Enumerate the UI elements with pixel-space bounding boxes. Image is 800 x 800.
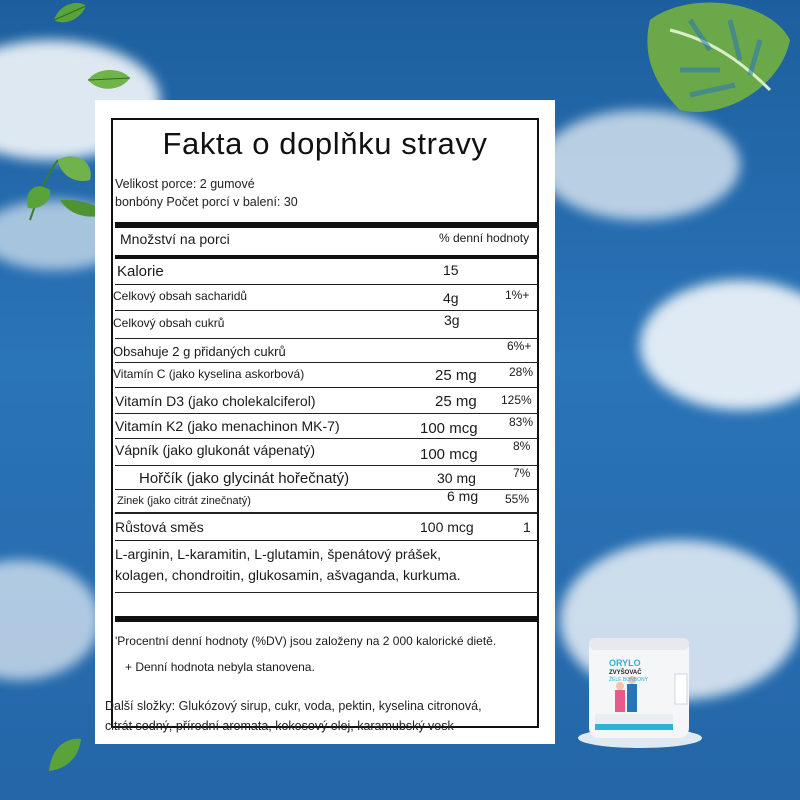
row-name: Celkový obsah cukrů (113, 316, 225, 330)
row-amount: 100 mcg (420, 519, 474, 535)
row-dv: 83% (509, 415, 534, 429)
row-name: Obsahuje 2 g přidaných cukrů (113, 344, 286, 359)
header-dv: % denní hodnoty (439, 231, 530, 245)
leaf-icon (50, 0, 90, 28)
row-amount: 100 mcg (420, 420, 478, 437)
other-ingredients-line: Další složky: Glukózový sirup, cukr, voda, pektin, kyselina citronová, (105, 699, 482, 713)
jar-icon (575, 632, 705, 752)
leaf-icon (45, 735, 85, 775)
row-amount: 6 mg (447, 488, 479, 504)
blend-ingredients: L-arginin, L-karamitin, L-glutamin, špenátový prášek, (115, 546, 442, 562)
row-name: Kalorie (117, 263, 164, 280)
row-dv: 1%+ (505, 288, 530, 302)
row-divider (115, 362, 538, 363)
jar-line1: ZVYŠOVAČ (609, 670, 642, 676)
row-dv: 7% (513, 466, 531, 480)
row-name: Zinek (jako citrát zinečnatý) (117, 495, 251, 507)
row-dv: 8% (513, 439, 531, 453)
other-ingredients (105, 696, 545, 736)
row-amount: 25 mg (435, 393, 477, 410)
row-amount: 15 (443, 262, 459, 278)
row-divider (115, 512, 538, 514)
row-dv: 55% (505, 492, 530, 506)
jar-brand: ORYLO (609, 658, 641, 668)
jar-line2: ŽELÉ BONBONY (609, 677, 648, 683)
row-dv: 6%+ (507, 339, 532, 353)
row-divider (115, 338, 538, 339)
row-amount: 3g (444, 312, 460, 328)
row-name: Hořčík (jako glycinát hořečnatý) (139, 470, 350, 487)
thick-divider (115, 616, 538, 622)
cloud (0, 560, 100, 680)
row-divider (115, 310, 538, 311)
facts-box (111, 118, 539, 728)
row-amount: 100 mcg (420, 446, 478, 463)
product-jar (575, 632, 705, 752)
panel-title: Fakta o doplňku stravy (162, 126, 488, 161)
serving-info (115, 175, 355, 211)
row-name: Vápník (jako glukonát vápenatý) (115, 442, 316, 458)
row-divider (115, 465, 538, 466)
leaf-icon (86, 66, 132, 94)
monstera-leaf-icon (630, 0, 800, 120)
servings-per-container: bonbóny Počet porcí v balení: 30 (115, 195, 298, 209)
blend-ingredients: kolagen, chondroitin, glukosamin, ašvaganda, kurkuma. (115, 567, 461, 583)
row-divider (115, 592, 538, 593)
row-divider (115, 284, 538, 285)
footnote-not-established: + Denní hodnota nebyla stanovena. (125, 660, 315, 674)
row-name: Růstová směs (115, 519, 204, 535)
row-dv: 1 (523, 519, 531, 535)
row-dv: 28% (509, 365, 534, 379)
other-ingredients-line: citrát sodný, přírodní aromata, kokosový olej, karamubský vosk (105, 719, 454, 733)
row-amount: 30 mg (437, 470, 476, 486)
row-name: Celkový obsah sacharidů (113, 289, 248, 303)
row-name: Vitamín K2 (jako menachinon MK-7) (115, 418, 340, 434)
supplement-facts-panel (95, 100, 555, 744)
serving-size: Velikost porce: 2 gumové (115, 177, 255, 191)
row-name: Vitamín D3 (jako cholekalciferol) (115, 393, 316, 409)
row-name: Vitamín C (jako kyselina askorbová) (113, 367, 305, 381)
row-divider (115, 387, 538, 388)
row-divider (115, 438, 538, 439)
header-amount: Množství na porci (120, 231, 230, 247)
row-dv: 125% (501, 393, 532, 407)
thick-divider (115, 255, 538, 259)
row-divider (115, 540, 538, 541)
row-amount: 4g (443, 290, 459, 306)
cloud (640, 280, 800, 410)
row-amount: 25 mg (435, 367, 477, 384)
footnote-dv: 'Procentní denní hodnoty (%DV) jsou založeny na 2 000 kalorické dietě. (115, 634, 497, 648)
row-divider (115, 413, 538, 414)
cloud (540, 110, 740, 220)
thick-divider (115, 222, 538, 228)
